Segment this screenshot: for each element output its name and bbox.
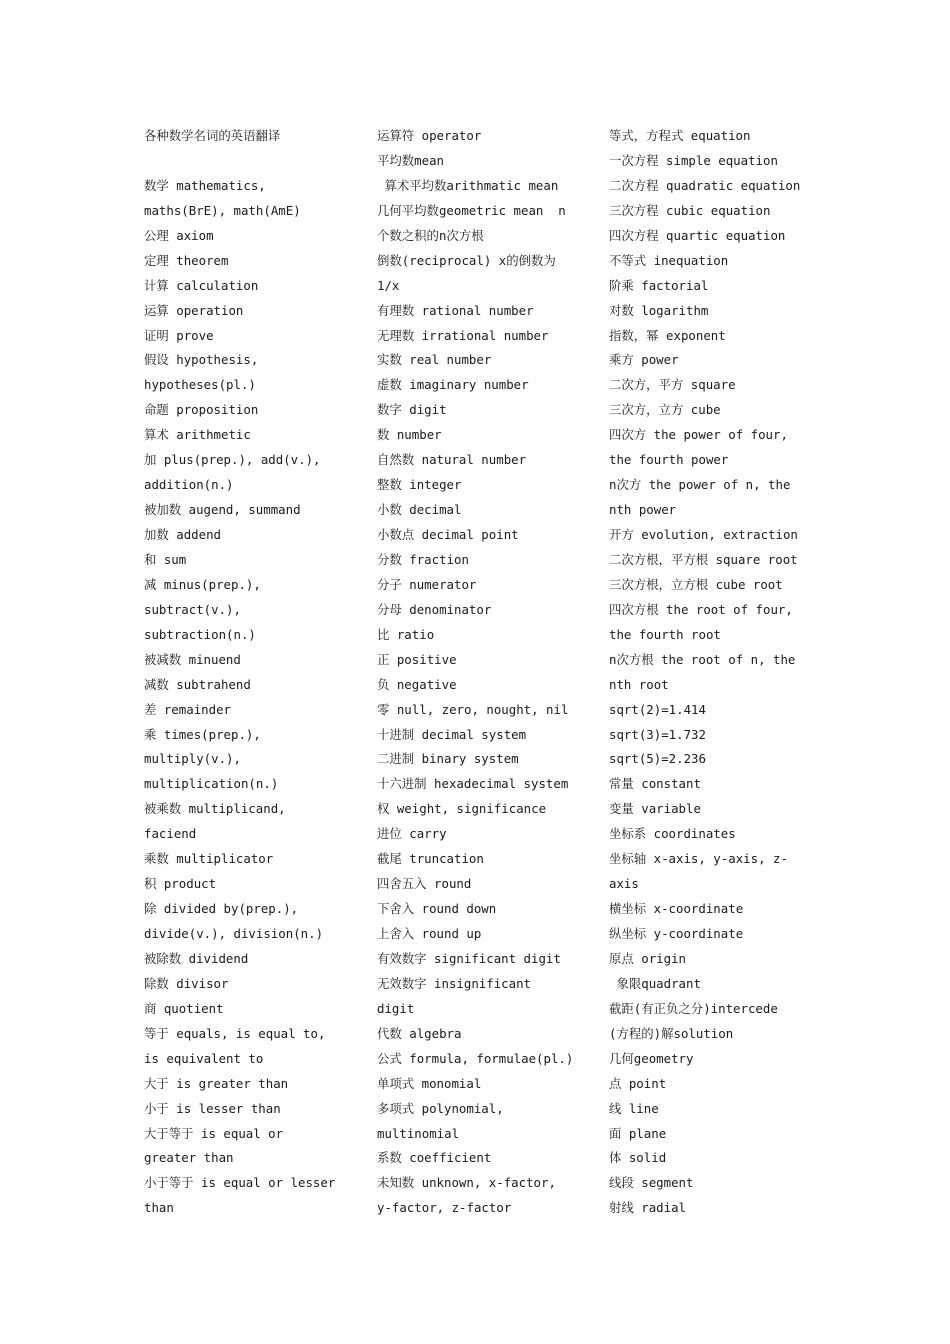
text-line: 分母 denominator	[377, 601, 492, 617]
text-line: 十进制 decimal system	[377, 726, 527, 742]
text-line: 乘 times(prep.),	[144, 726, 261, 742]
text-line: 对数 logarithm	[609, 302, 709, 318]
text-line: 一次方程 simple equation	[609, 152, 778, 168]
text-line: 几何geometry	[609, 1050, 694, 1066]
text-line: 小数点 decimal point	[377, 527, 519, 542]
text-line: 公式 formula, formulae(pl.)	[377, 1050, 574, 1066]
text-line: 三次方，立方 cube	[609, 402, 721, 418]
text-line: multiply(v.),	[144, 751, 241, 767]
text-line: (方程的)解solution	[609, 1025, 734, 1041]
text-line: 假设 hypothesis,	[144, 352, 259, 368]
text-line: 阶乘 factorial	[609, 277, 709, 293]
text-line: 截尾 truncation	[377, 851, 484, 867]
text-line: 代数 algebra	[377, 1025, 462, 1041]
text-line: 无效数字 insignificant	[377, 975, 531, 991]
text-line: 三次方程 cubic equation	[609, 202, 771, 218]
text-line: 个数之积的n次方根	[377, 227, 484, 243]
text-line: 面 plane	[609, 1125, 667, 1141]
text-line: y-factor, z-factor	[377, 1200, 512, 1216]
text-line: 小数 decimal	[377, 502, 462, 518]
text-line: 乘数 multiplicator	[144, 851, 274, 867]
text-line: n次方根 the root of n, the	[609, 651, 796, 667]
text-line: 开方 evolution, extraction	[609, 527, 798, 542]
text-line: 几何平均数geometric mean n	[377, 202, 566, 218]
text-line: 运算符 operator	[377, 128, 482, 143]
text-line: 加数 addend	[144, 527, 221, 542]
text-line: 单项式 monomial	[377, 1075, 482, 1091]
text-line: multiplication(n.)	[144, 776, 279, 792]
text-line: n次方 the power of n, the	[609, 477, 791, 493]
text-line: sqrt(3)=1.732	[609, 726, 706, 742]
text-line: 分子 numerator	[377, 576, 477, 592]
text-line: 数字 digit	[377, 402, 447, 418]
text-line: 原点 origin	[609, 950, 686, 966]
text-line: 减 minus(prep.),	[144, 576, 261, 592]
text-line: 大于 is greater than	[144, 1075, 289, 1091]
text-line: the fourth root	[609, 626, 721, 642]
text-line: 证明 prove	[144, 327, 214, 343]
text-line: 线段 segment	[609, 1175, 694, 1191]
text-line: addition(n.)	[144, 477, 234, 493]
text-line: is equivalent to	[144, 1050, 264, 1066]
text-line: 负 negative	[377, 676, 457, 692]
text-line: 下舍入 round down	[377, 901, 497, 917]
text-line: 减数 subtrahend	[144, 676, 251, 692]
text-line: 上舍入 round up	[377, 926, 482, 941]
text-line: 象限quadrant	[609, 975, 701, 991]
text-line: 等式，方程式 equation	[609, 128, 751, 143]
text-line: 线 line	[609, 1100, 659, 1116]
text-line: 计算 calculation	[144, 277, 259, 293]
text-line: 被加数 augend, summand	[144, 502, 301, 518]
text-line: 四次方 the power of four,	[609, 427, 788, 443]
column-3	[609, 124, 824, 1221]
text-line: 除 divided by(prep.),	[144, 901, 299, 917]
text-line: 加 plus(prep.), add(v.),	[144, 452, 321, 468]
text-line: 点 point	[609, 1075, 667, 1091]
text-line: 零 null, zero, nought, nil	[377, 701, 569, 717]
text-line: 比 ratio	[377, 626, 435, 642]
text-line: 被除数 dividend	[144, 950, 249, 966]
text-line: 常量 constant	[609, 776, 701, 792]
text-line: 权 weight, significance	[377, 801, 547, 817]
text-line: 纵坐标 y-coordinate	[609, 926, 744, 941]
column-1	[144, 124, 364, 1221]
text-line: 被乘数 multiplicand,	[144, 801, 286, 817]
text-line: than	[144, 1200, 174, 1216]
text-line: 进位 carry	[377, 826, 447, 842]
text-line: 倒数(reciprocal) x的倒数为	[377, 252, 556, 268]
text-line: 数 number	[377, 427, 442, 443]
text-line: 横坐标 x-coordinate	[609, 901, 744, 917]
text-line: 十六进制 hexadecimal system	[377, 776, 569, 792]
text-line: 等于 equals, is equal to,	[144, 1025, 326, 1041]
text-line: 坐标轴 x-axis, y-axis, z-	[609, 851, 788, 867]
text-line: 不等式 inequation	[609, 252, 729, 268]
text-line: digit	[377, 1000, 415, 1016]
text-line: 小于等于 is equal or lesser	[144, 1175, 336, 1191]
text-line: 四舍五入 round	[377, 876, 472, 892]
text-line: hypotheses(pl.)	[144, 377, 256, 393]
column-2	[377, 124, 592, 1221]
text-line: 平均数mean	[377, 152, 445, 168]
text-line: 截距(有正负之分)intercede	[609, 1000, 778, 1016]
text-line: 乘方 power	[609, 352, 679, 368]
text-line: 有理数 rational number	[377, 302, 534, 318]
text-line: 射线 radial	[609, 1200, 686, 1216]
text-line: subtract(v.),	[144, 601, 241, 617]
text-line: 整数 integer	[377, 477, 462, 493]
text-line: multinomial	[377, 1125, 460, 1141]
text-line: maths(BrE), math(AmE)	[144, 202, 301, 218]
text-line: 各种数学名词的英语翻译	[144, 128, 281, 143]
text-line: 定理 theorem	[144, 252, 229, 268]
text-line: 二次方，平方 square	[609, 377, 736, 393]
text-line: 命题 proposition	[144, 402, 259, 418]
text-line: 体 solid	[609, 1150, 667, 1166]
text-line: 有效数字 significant digit	[377, 950, 561, 966]
text-line: 坐标系 coordinates	[609, 826, 736, 842]
text-line: nth root	[609, 676, 669, 692]
text-line: 变量 variable	[609, 801, 701, 817]
text-line: 四次方程 quartic equation	[609, 227, 786, 243]
text-line: 指数，幂 exponent	[609, 327, 726, 343]
text-line: 未知数 unknown, x-factor,	[377, 1175, 556, 1191]
text-line: 大于等于 is equal or	[144, 1125, 284, 1141]
text-line: 三次方根，立方根 cube root	[609, 576, 783, 592]
text-line: sqrt(2)=1.414	[609, 701, 706, 717]
text-line	[144, 149, 364, 174]
text-line: 无理数 irrational number	[377, 327, 549, 343]
text-line: 正 positive	[377, 651, 457, 667]
text-line: 多项式 polynomial,	[377, 1100, 504, 1116]
text-line: axis	[609, 876, 639, 892]
text-line: sqrt(5)=2.236	[609, 751, 706, 767]
text-line: 差 remainder	[144, 701, 231, 717]
text-line: divide(v.), division(n.)	[144, 926, 324, 941]
text-line: 算术平均数arithmatic mean	[377, 177, 559, 193]
text-line: 被减数 minuend	[144, 651, 241, 667]
text-line: 运算 operation	[144, 302, 244, 318]
text-line: 实数 real number	[377, 352, 492, 368]
text-line: 系数 coefficient	[377, 1150, 492, 1166]
text-line: 除数 divisor	[144, 975, 229, 991]
text-line: subtraction(n.)	[144, 626, 256, 642]
text-line: 二进制 binary system	[377, 751, 519, 767]
text-line: 算术 arithmetic	[144, 427, 251, 443]
text-line: 数学 mathematics,	[144, 177, 266, 193]
text-line: faciend	[144, 826, 197, 842]
text-line: 自然数 natural number	[377, 452, 527, 468]
text-line: 公理 axiom	[144, 227, 214, 243]
text-line: the fourth power	[609, 452, 729, 468]
text-line: 四次方根 the root of four,	[609, 601, 793, 617]
text-line: 和 sum	[144, 551, 187, 567]
text-line: 二次方程 quadratic equation	[609, 177, 801, 193]
text-line: greater than	[144, 1150, 234, 1166]
text-line: nth power	[609, 502, 677, 518]
text-line: 虚数 imaginary number	[377, 377, 529, 393]
text-line: 积 product	[144, 876, 217, 892]
text-line: 小于 is lesser than	[144, 1100, 281, 1116]
text-line: 二次方根，平方根 square root	[609, 551, 798, 567]
text-line: 1/x	[377, 277, 400, 293]
text-line: 商 quotient	[144, 1000, 224, 1016]
text-line: 分数 fraction	[377, 551, 469, 567]
